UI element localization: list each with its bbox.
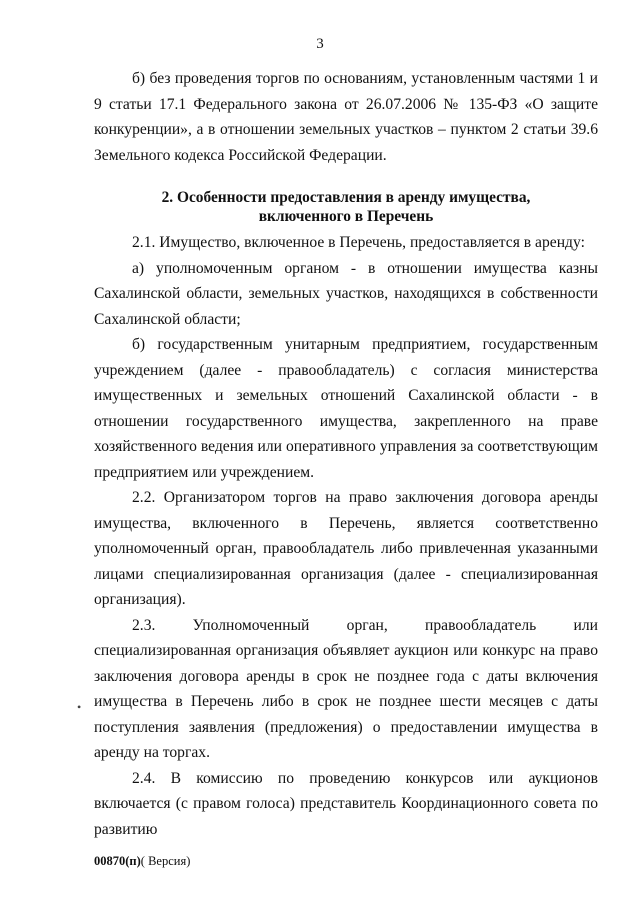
paragraph-b-without-tender: б) без проведения торгов по основаниям, установленным частями 1 и 9 статьи 17.1 Федерального закона от 26.07.2006 № 135-ФЗ «О защите конкуренции», а в отношении земельных участков – пунктом 2 статьи 39.6 Земельного кодекса Российской Федерации. [94,70,598,164]
section-heading-line-2: включенного в Перечень [258,208,434,225]
paragraph-2-1: 2.1. Имущество, включенное в Перечень, предоставляется в аренду: [132,234,585,251]
margin-dot: • [77,700,82,714]
paragraph-2-1-a: а) уполномоченным органом - в отношении имущества казны Сахалинской области, земельных участков, находящихся в собственности Сахалинской области; [94,259,598,328]
paragraph-2-4: 2.4. В комиссию по проведению конкурсов или аукционов включается (с правом голоса) представитель Координационного совета по развитию [94,769,598,838]
document-body [94,66,598,842]
page-number: 3 [316,36,324,52]
document-footer [94,853,190,869]
section-heading [94,188,598,226]
document-code: 00870(п) [94,854,141,868]
section-heading-line-1: 2. Особенности предоставления в аренду имущества, [161,189,531,206]
paragraph-2-1-b: б) государственным унитарным предприятием, государственным учреждением (далее - правообладатель) с согласия министерства имущественных и земельных отношений Сахалинской области - в отношении государственного имущества, закрепленного на праве хозяйственного ведения или оперативного управления за соответствующим предприятием или учреждением. [94,336,598,481]
paragraph-2-2: 2.2. Организатором торгов на право заключения договора аренды имущества, включенного в Перечень, является соответственно уполномоченный орган, правообладатель либо привлеченная указанными лицами специализированная организация (далее - специализированная организация). [94,489,598,608]
paragraph-2-3: 2.3. Уполномоченный орган, правообладатель или специализированная организация объявляет аукцион или конкурс на право заключения договора аренды в срок не позднее года с даты включения имущества в Перечень либо в срок не позднее шести месяцев с даты поступления заявления (предложения) о предоставлении имущества в аренду на торгах. [94,616,598,761]
document-version: ( Версия) [140,854,191,868]
